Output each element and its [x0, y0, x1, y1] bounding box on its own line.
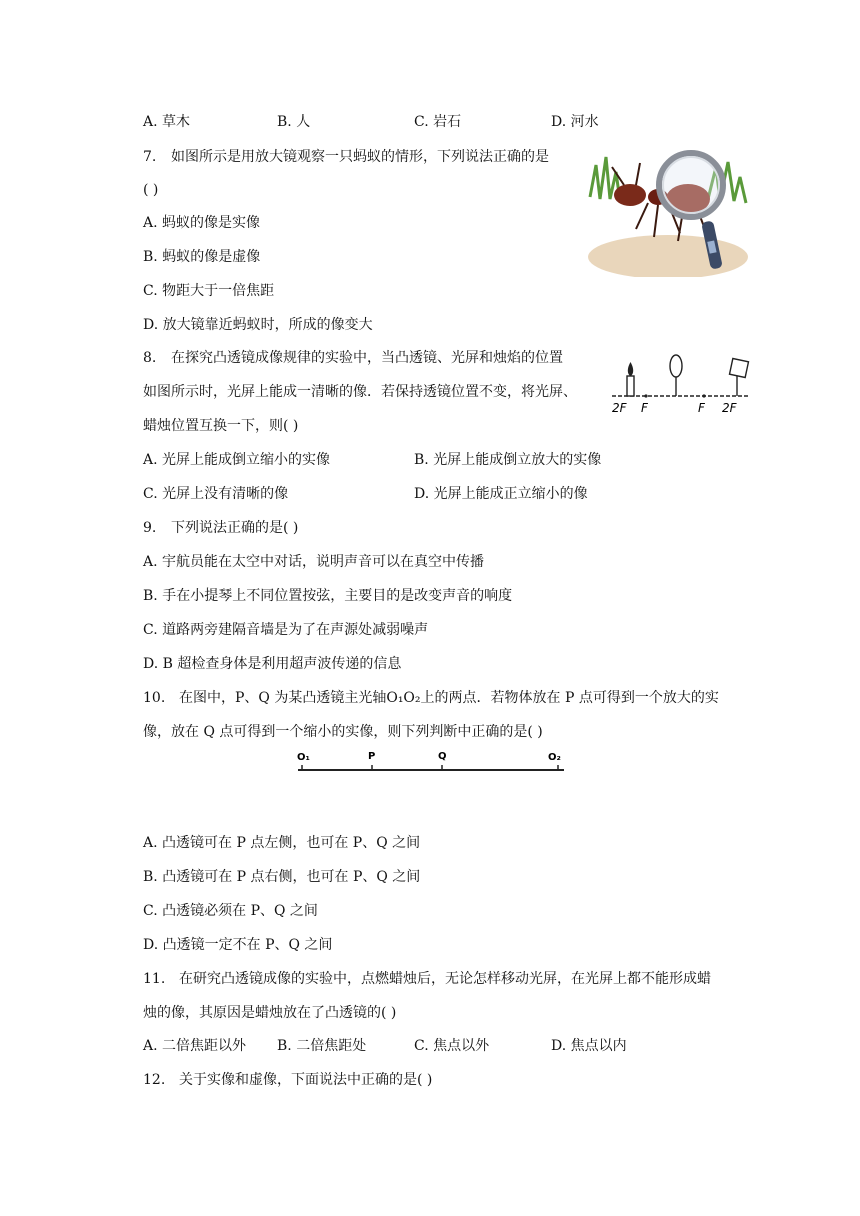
q10-number: 10.: [143, 690, 166, 706]
q9-option-d: D. B 超检查身体是利用超声波传递的信息: [143, 656, 402, 672]
label-q: Q: [438, 751, 447, 762]
q7-option-c: C. 物距大于一倍焦距: [143, 283, 275, 299]
q12-stem-text: 关于实像和虚像，下面说法中正确的是( ): [179, 1072, 433, 1088]
q8-line2: 如图所示时，光屏上能成一清晰的像．若保持透镜位置不变，将光屏、: [143, 384, 577, 400]
q9-stem: [143, 518, 298, 538]
principal-axis-figure: [292, 744, 568, 778]
q11-line2: 烛的像，其原因是蜡烛放在了凸透镜的( ): [143, 1005, 397, 1021]
q10-line1-text: 在图中，P、Q 为某凸透镜主光轴O₁O₂上的两点．若物体放在 P 点可得到一个放大的实: [179, 690, 719, 706]
label-p: P: [368, 751, 376, 762]
q8-option-a: A. 光屏上能成倒立缩小的实像: [143, 452, 331, 468]
label-2f-right: 2F: [722, 401, 737, 415]
q9-option-c: C. 道路两旁建隔音墙是为了在声源处减弱噪声: [143, 622, 429, 638]
q8-option-b: B. 光屏上能成倒立放大的实像: [414, 452, 602, 468]
q9-stem-text: 下列说法正确的是( ): [171, 520, 299, 536]
q10-option-b: B. 凸透镜可在 P 点右侧，也可在 P、Q 之间: [143, 869, 421, 885]
q10-line2: 像，放在 Q 点可得到一个缩小的实像，则下列判断中正确的是( ): [143, 724, 543, 740]
q9-number: 9.: [143, 520, 157, 536]
q11-option-d: D. 焦点以内: [551, 1038, 627, 1054]
q11-option-c: C. 焦点以外: [414, 1038, 490, 1054]
q10-option-c: C. 凸透镜必须在 P、Q 之间: [143, 903, 318, 919]
q8-line3: 蜡烛位置互换一下，则( ): [143, 418, 299, 434]
q7-stem-text: 如图所示是用放大镜观察一只蚂蚁的情形，下列说法正确的是: [171, 149, 549, 165]
optical-bench-figure: [604, 350, 754, 418]
q12-stem: [143, 1070, 432, 1090]
q8-number: 8.: [143, 350, 157, 366]
q7-stem: [143, 147, 549, 167]
label-f-right: F: [698, 401, 705, 415]
q6-option-c: C. 岩石: [414, 114, 462, 130]
q6-option-a: A. 草木: [143, 114, 191, 130]
label-o2: O₂: [548, 752, 561, 763]
ant-magnifier-figure: [588, 137, 750, 277]
q10-line1: [143, 688, 719, 708]
q8-line1: [143, 348, 563, 368]
q11-number: 11.: [143, 971, 166, 987]
q7-option-b: B. 蚂蚁的像是虚像: [143, 249, 261, 265]
label-o1: O₁: [297, 752, 310, 763]
q7-option-a: A. 蚂蚁的像是实像: [143, 215, 261, 231]
q7-number: 7.: [143, 149, 157, 165]
q11-line1: [143, 969, 711, 989]
q11-line1-text: 在研究凸透镜成像的实验中，点燃蜡烛后，无论怎样移动光屏，在光屏上都不能形成蜡: [179, 971, 711, 987]
q6-option-b: B. 人: [277, 114, 311, 130]
q6-option-d: D. 河水: [551, 114, 599, 130]
label-2f-left: 2F: [612, 401, 627, 415]
q12-number: 12.: [143, 1072, 166, 1088]
q8-option-d: D. 光屏上能成正立缩小的像: [414, 486, 588, 502]
label-f-left: F: [641, 401, 648, 415]
q8-option-c: C. 光屏上没有清晰的像: [143, 486, 289, 502]
q9-option-b: B. 手在小提琴上不同位置按弦，主要目的是改变声音的响度: [143, 588, 513, 604]
q11-option-b: B. 二倍焦距处: [277, 1038, 367, 1054]
q10-option-a: A. 凸透镜可在 P 点左侧，也可在 P、Q 之间: [143, 835, 421, 851]
q7-option-d: D. 放大镜靠近蚂蚁时，所成的像变大: [143, 317, 373, 333]
q8-line1-text: 在探究凸透镜成像规律的实验中，当凸透镜、光屏和烛焰的位置: [171, 350, 563, 366]
q10-option-d: D. 凸透镜一定不在 P、Q 之间: [143, 937, 333, 953]
q7-paren: ( ): [143, 182, 159, 198]
q9-option-a: A. 宇航员能在太空中对话，说明声音可以在真空中传播: [143, 554, 485, 570]
q11-option-a: A. 二倍焦距以外: [143, 1038, 247, 1054]
